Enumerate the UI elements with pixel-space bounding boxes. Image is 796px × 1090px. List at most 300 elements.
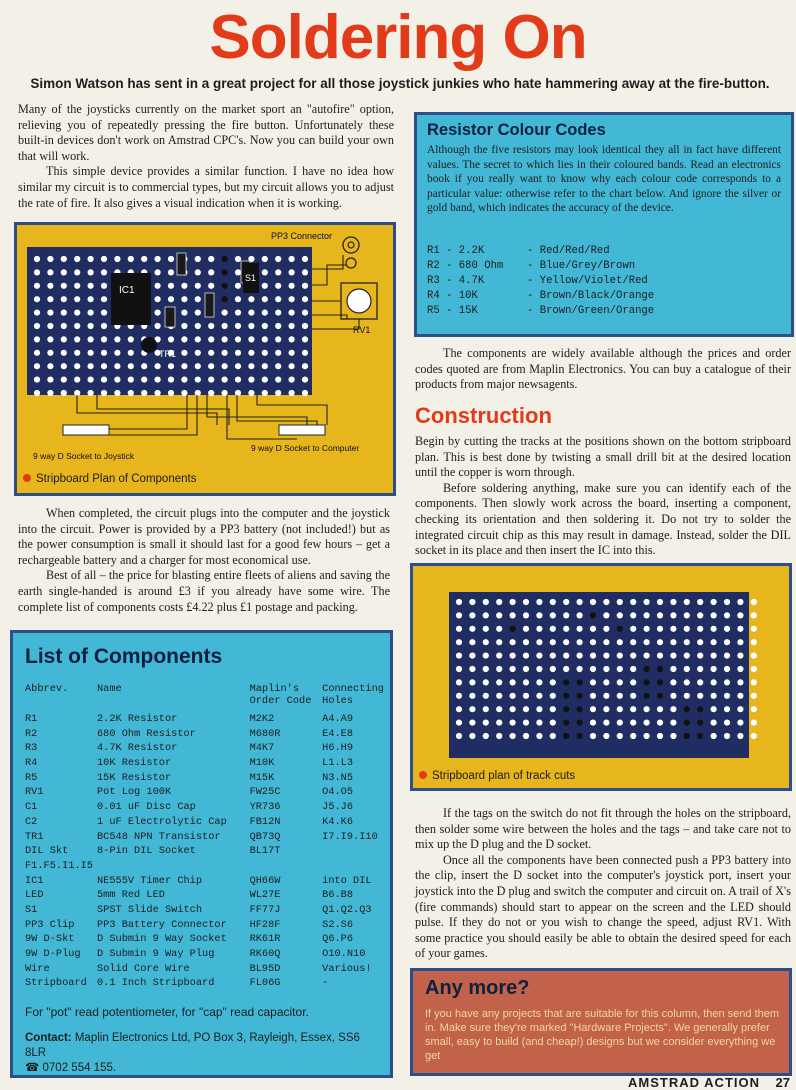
stripboard-hole: [168, 377, 174, 383]
stripboard-hole: [289, 390, 295, 396]
stripboard-hole: [275, 390, 281, 396]
contact-phone: ☎ 0702 554 155.: [25, 1062, 117, 1074]
stripboard-hole: [617, 666, 623, 672]
stripboard-hole: [235, 350, 241, 356]
table-cell: N3.N5: [322, 771, 354, 784]
stripboard-hole: [496, 706, 502, 712]
resistor-codes-box: [414, 112, 794, 337]
components-list-title: List of Components: [25, 645, 223, 668]
construction-text: Begin by cutting the tracks at the positions shown on the bottom stripboard plan. This is best done by twisting a small drill bit at the desired location until the copper is worn through. Before soldering anything, make sure you can identify each of the components. Then slowly work across the board, inserting a component, checking its orientation and then soldering it. Do not try to solder the integrated circuit chip as this may result in damage. Instead, solder the DIL socket in its place and then insert the IC into this.: [415, 434, 791, 558]
mid-paragraph: When completed, the circuit plugs into the computer and the joystick into the circuit. Power is provided by a PP3 battery (not included!) but as the power consumption is small it should last for a good few hours – get a rechargeable battery and a charger for most economical use.: [18, 506, 390, 567]
stripboard-hole: [222, 350, 228, 356]
stripboard-hole: [101, 350, 107, 356]
stripboard-hole: [289, 336, 295, 342]
stripboard-hole: [630, 666, 636, 672]
table-cell: R1: [25, 713, 38, 725]
table-cell: HF28F: [249, 918, 281, 931]
stripboard-hole: [101, 363, 107, 369]
stripboard-hole: [603, 612, 609, 618]
stripboard-hole: [630, 599, 636, 605]
stripboard-hole: [510, 653, 516, 659]
stripboard-hole: [222, 283, 228, 289]
stripboard-hole: [483, 706, 489, 712]
table-row: [25, 728, 390, 743]
stripboard-hole: [289, 323, 295, 329]
stripboard-hole: [523, 693, 529, 699]
stripboard-hole: [550, 653, 556, 659]
table-cell: S2.S6: [322, 918, 354, 931]
stripboard-hole: [523, 666, 529, 672]
stripboard-hole: [34, 323, 40, 329]
intro-paragraph: This simple device provides a similar function. I have no idea how similar my circuit is to commercial types, but my circuit allows you to adjust the rate of fire. It also gives a visual indication when it is working.: [18, 164, 394, 210]
table-cell: S1: [25, 903, 38, 916]
stripboard-hole: [724, 679, 730, 685]
stripboard-hole: [603, 706, 609, 712]
track-cuts-svg: [413, 566, 789, 788]
stripboard-hole: [697, 679, 703, 685]
table-cell: I7.I9.I10: [322, 830, 378, 843]
stripboard-hole: [697, 626, 703, 632]
stripboard-hole: [262, 377, 268, 383]
stripboard-hole: [168, 283, 174, 289]
table-cell: 0.1 Inch Stripboard: [96, 977, 215, 990]
stripboard-hole: [289, 350, 295, 356]
stripboard-hole: [523, 599, 529, 605]
table-cell: LED: [25, 889, 44, 902]
stripboard-hole: [208, 350, 214, 356]
table-row: [25, 772, 390, 787]
table-cell: M4K7: [249, 742, 275, 755]
any-more-text: If you have any projects that are suitable for this column, then send them in. Make sure they're marked "Hardware Projects". We generally prefer small, easy to build (and cheap!) designs but we consider everything we get: [425, 1008, 780, 1062]
stripboard-hole: [262, 283, 268, 289]
stripboard-hole: [181, 336, 187, 342]
stripboard-hole: [248, 350, 254, 356]
stripboard-hole: [536, 612, 542, 618]
table-cell: WL27E: [249, 889, 281, 902]
stripboard-hole: [657, 693, 663, 699]
stripboard-hole: [74, 296, 80, 302]
stripboard-hole: [456, 666, 462, 672]
stripboard-hole: [496, 666, 502, 672]
table-row: [25, 713, 390, 728]
stripboard-hole: [617, 733, 623, 739]
stripboard-hole: [34, 310, 40, 316]
table-cell: M10K: [249, 757, 275, 770]
stripboard-hole: [47, 269, 53, 275]
components-table: [25, 683, 390, 992]
stripboard-hole: [289, 310, 295, 316]
stripboard-hole: [101, 296, 107, 302]
resistor-row: [427, 243, 654, 258]
stripboard-hole: [275, 256, 281, 262]
stripboard-hole: [523, 639, 529, 645]
table-cell: Q6.P6: [322, 933, 354, 946]
stripboard-hole: [603, 639, 609, 645]
resistor-id: R2 - 680 Ohm: [427, 259, 504, 272]
stripboard-hole: [248, 363, 254, 369]
stripboard-hole: [536, 626, 542, 632]
stripboard-hole: [262, 390, 268, 396]
stripboard-hole: [222, 363, 228, 369]
stripboard-hole: [577, 599, 583, 605]
stripboard-hole: [61, 336, 67, 342]
stripboard-hole: [577, 666, 583, 672]
table-cell: L1.L3: [322, 757, 354, 770]
table-cell: FW25C: [249, 786, 281, 799]
stripboard-hole: [711, 679, 717, 685]
table-cell: E4.E8: [322, 727, 354, 740]
stripboard-hole: [34, 269, 40, 275]
stripboard-hole: [630, 679, 636, 685]
stripboard-hole: [47, 350, 53, 356]
table-cell: 4.7K Resistor: [96, 742, 178, 755]
final-text: If the tags on the switch do not fit through the holes on the stripboard, then solder some wire between the holes and the tags – and take care not to mix up the D plug and the D socket. Once all the components have been connected push a PP3 battery into the clip, insert the D socket into the computer's joystick port, insert your joystick into the D plug and switch the computer and circuit on. A trail of X's (fire commands) should start to appear on the screen and the LED should pulse. If they do not or you wish to change the speed, adjust RV1. With some practice you should easily be able to obtain the desired speed for each of your games.: [415, 806, 791, 961]
table-cell: YR736: [249, 801, 281, 814]
stripboard-hole: [510, 639, 516, 645]
stripboard-hole: [536, 653, 542, 659]
table-row: [25, 889, 390, 904]
stripboard-hole: [523, 679, 529, 685]
stripboard-hole: [155, 390, 161, 396]
stripboard-hole: [114, 350, 120, 356]
stripboard-hole: [684, 693, 690, 699]
stripboard-hole: [34, 296, 40, 302]
stripboard-hole: [630, 612, 636, 618]
stripboard-hole: [697, 639, 703, 645]
stripboard-hole: [577, 693, 583, 699]
table-cell: BL95D: [249, 962, 281, 975]
any-more-box: [410, 968, 792, 1076]
stripboard-hole: [469, 666, 475, 672]
stripboard-hole: [74, 310, 80, 316]
stripboard-hole: [74, 323, 80, 329]
stripboard-hole: [751, 733, 757, 739]
stripboard-hole: [483, 612, 489, 618]
stripboard-hole: [101, 283, 107, 289]
resistor-row: [427, 289, 654, 304]
stripboard-hole: [262, 336, 268, 342]
stripboard-hole: [208, 256, 214, 262]
stripboard-hole: [47, 310, 53, 316]
stripboard-hole: [289, 256, 295, 262]
any-more-title: Any more?: [425, 977, 530, 999]
stripboard-hole: [590, 679, 596, 685]
stripboard-hole: [577, 626, 583, 632]
resistor-colours: - Yellow/Violet/Red: [527, 274, 648, 287]
stripboard-hole: [88, 256, 94, 262]
stripboard-hole: [536, 679, 542, 685]
stripboard-hole: [74, 377, 80, 383]
stripboard-hole: [456, 612, 462, 618]
table-row: [25, 845, 390, 860]
stripboard-hole: [302, 310, 308, 316]
stripboard-hole: [617, 653, 623, 659]
stripboard-hole: [302, 269, 308, 275]
table-cell: Q1.Q2.Q3: [322, 903, 372, 916]
stripboard-hole: [523, 626, 529, 632]
stripboard-hole: [34, 336, 40, 342]
stripboard-hole: [550, 679, 556, 685]
stripboard-hole: [483, 720, 489, 726]
stripboard-hole: [469, 693, 475, 699]
stripboard-hole: [603, 679, 609, 685]
stripboard-hole: [47, 377, 53, 383]
table-row: [25, 757, 390, 772]
stripboard-hole: [711, 599, 717, 605]
stripboard-hole: [61, 269, 67, 275]
table-row: [25, 801, 390, 816]
track-stripboard: [449, 592, 749, 758]
computer-socket-label: 9 way D Socket to Computer: [251, 443, 360, 453]
stripboard-hole: [195, 377, 201, 383]
stripboard-hole: [235, 323, 241, 329]
stripboard-hole: [563, 693, 569, 699]
stripboard-hole: [737, 626, 743, 632]
stripboard-hole: [670, 720, 676, 726]
stripboard-hole: [195, 363, 201, 369]
stripboard-hole: [275, 336, 281, 342]
stripboard-hole: [630, 693, 636, 699]
resistor-box-text: Although the five resistors may look identical they all in fact have different values. The secret to which lies in their coloured bands. Read an electronics book if you really want to know why each colour code corresponds to a particular value: otherwise refer to the chart below. And ignore the silver or gold band, which indicates the accuracy of the device.: [427, 144, 781, 215]
stripboard-hole: [590, 693, 596, 699]
stripboard-hole: [657, 653, 663, 659]
stripboard-hole: [302, 377, 308, 383]
stripboard-hole: [737, 612, 743, 618]
stripboard-hole: [550, 693, 556, 699]
stripboard-hole: [550, 666, 556, 672]
stripboard-hole: [235, 310, 241, 316]
table-row: [25, 860, 390, 875]
stripboard-hole: [563, 733, 569, 739]
stripboard-hole: [61, 296, 67, 302]
stripboard-hole: [222, 256, 228, 262]
stripboard-hole: [657, 720, 663, 726]
stripboard-hole: [248, 323, 254, 329]
stripboard-hole: [617, 679, 623, 685]
stripboard-hole: [644, 706, 650, 712]
s1-label: S1: [245, 273, 257, 283]
stripboard-hole: [657, 706, 663, 712]
stripboard-hole: [590, 612, 596, 618]
stripboard-components-svg: [17, 225, 393, 493]
stripboard-hole: [195, 269, 201, 275]
stripboard-hole: [141, 363, 147, 369]
stripboard-hole: [711, 720, 717, 726]
stripboard-hole: [603, 666, 609, 672]
stripboard-hole: [222, 269, 228, 275]
mid-paragraph: Best of all – the price for blasting entire fleets of aliens and saving the earth single-handed is around £3 if you already have some wire. The complete list of components costs £4.22 plus £1 postage and packing.: [18, 568, 390, 614]
stripboard-hole: [577, 720, 583, 726]
stripboard-hole: [724, 720, 730, 726]
table-cell: 680 Ohm Resistor: [96, 727, 196, 740]
stripboard-hole: [469, 679, 475, 685]
stripboard-hole: [644, 720, 650, 726]
stripboard-hole: [141, 390, 147, 396]
stripboard-hole: [724, 693, 730, 699]
stripboard-hole: [563, 706, 569, 712]
track-cuts-caption: Stripboard plan of track cuts: [419, 770, 575, 782]
stripboard-hole: [74, 336, 80, 342]
stripboard-hole: [496, 679, 502, 685]
table-cell: RK60Q: [249, 948, 281, 960]
table-cell: A4.A9: [322, 713, 354, 725]
table-cell: H6.H9: [322, 742, 354, 755]
stripboard-hole: [469, 720, 475, 726]
stripboard-hole: [751, 626, 757, 632]
table-cell: TR1: [25, 830, 44, 843]
stripboard-hole: [684, 612, 690, 618]
stripboard-hole: [61, 256, 67, 262]
table-cell: 10K Resistor: [96, 757, 172, 770]
table-cell: 2.2K Resistor: [96, 713, 178, 725]
stripboard-hole: [208, 269, 214, 275]
stripboard-hole: [617, 639, 623, 645]
table-cell: R4: [25, 757, 38, 770]
stripboard-hole: [684, 733, 690, 739]
stripboard-hole: [456, 733, 462, 739]
table-cell: into DIL: [322, 874, 372, 887]
stripboard-hole: [550, 626, 556, 632]
table-row: [25, 875, 390, 890]
stripboard-hole: [737, 599, 743, 605]
stripboard-hole: [34, 377, 40, 383]
components-caption: Stripboard Plan of Components: [23, 473, 196, 485]
stripboard-hole: [208, 363, 214, 369]
table-cell: 1 uF Electrolytic Cap: [96, 815, 227, 828]
stripboard-hole: [74, 256, 80, 262]
stripboard-hole: [47, 256, 53, 262]
stripboard-hole: [181, 377, 187, 383]
stripboard-hole: [469, 626, 475, 632]
stripboard-hole: [168, 269, 174, 275]
contact-block: [25, 1031, 380, 1076]
stripboard-hole: [47, 363, 53, 369]
stripboard-hole: [603, 720, 609, 726]
stripboard-hole: [155, 269, 161, 275]
stripboard-hole: [563, 679, 569, 685]
stripboard-hole: [181, 296, 187, 302]
stripboard-hole: [510, 706, 516, 712]
stripboard-hole: [88, 283, 94, 289]
stripboard-hole: [208, 336, 214, 342]
stripboard-hole: [128, 256, 134, 262]
stripboard-hole: [47, 283, 53, 289]
table-cell: C1: [25, 801, 38, 814]
stripboard-hole: [155, 363, 161, 369]
stripboard-hole: [88, 336, 94, 342]
components-availability-text: The components are widely available although the prices and order codes quoted are from Maplin Electronics. You can buy a catalogue of their products from major newsagents.: [415, 346, 791, 392]
stripboard-hole: [195, 310, 201, 316]
stripboard-hole: [88, 363, 94, 369]
stripboard-hole: [617, 706, 623, 712]
stripboard-hole: [34, 283, 40, 289]
stripboard-hole: [248, 377, 254, 383]
stripboard-hole: [275, 363, 281, 369]
stripboard-hole: [47, 390, 53, 396]
stripboard-hole: [536, 733, 542, 739]
table-cell: D Submin 9 Way Socket: [96, 933, 227, 946]
rv1-label: RV1: [353, 325, 371, 335]
stripboard-hole: [88, 310, 94, 316]
stripboard-hole: [523, 720, 529, 726]
stripboard-hole: [550, 733, 556, 739]
stripboard-hole: [496, 720, 502, 726]
stripboard-hole: [61, 310, 67, 316]
table-cell: SPST Slide Switch: [96, 903, 203, 916]
stripboard-hole: [737, 653, 743, 659]
stripboard-hole: [168, 363, 174, 369]
stripboard-hole: [644, 679, 650, 685]
table-cell: 9W D-Plug: [25, 948, 81, 960]
stripboard-hole: [275, 377, 281, 383]
table-cell: [250, 860, 323, 875]
table-cell: R2: [25, 727, 38, 740]
stripboard-hole: [456, 626, 462, 632]
stripboard-hole: [630, 639, 636, 645]
table-cell: Pot Log 100K: [96, 786, 172, 799]
stripboard-hole: [47, 296, 53, 302]
stripboard-hole: [496, 599, 502, 605]
page-title: Soldering On: [209, 3, 587, 72]
resistor-colours: - Red/Red/Red: [527, 244, 610, 257]
stripboard-hole: [155, 283, 161, 289]
joystick-socket-label: 9 way D Socket to Joystick: [33, 451, 135, 461]
table-cell: D Submin 9 Way Plug: [96, 948, 215, 960]
stripboard-hole: [496, 639, 502, 645]
stripboard-hole: [195, 323, 201, 329]
stripboard-hole: [563, 612, 569, 618]
stripboard-hole: [684, 599, 690, 605]
stripboard-hole: [670, 626, 676, 632]
stripboard-hole: [510, 693, 516, 699]
stripboard-hole: [510, 626, 516, 632]
tr1-label: TR1: [159, 349, 177, 359]
stripboard-hole: [456, 679, 462, 685]
table-row: [25, 904, 390, 919]
stripboard-hole: [550, 639, 556, 645]
stripboard-hole: [711, 653, 717, 659]
stripboard-hole: [208, 323, 214, 329]
stripboard-hole: [302, 363, 308, 369]
stripboard-hole: [483, 639, 489, 645]
stripboard-hole: [155, 256, 161, 262]
stripboard-hole: [711, 706, 717, 712]
stripboard-hole: [275, 323, 281, 329]
stripboard-hole: [737, 693, 743, 699]
table-cell: BC548 NPN Transistor: [96, 830, 221, 843]
stripboard-hole: [697, 599, 703, 605]
stripboard-hole: [47, 336, 53, 342]
table-row: [25, 831, 390, 846]
stripboard-hole: [563, 720, 569, 726]
stripboard-hole: [590, 639, 596, 645]
stripboard-hole: [563, 626, 569, 632]
stripboard-hole: [523, 653, 529, 659]
column-header: Name: [96, 683, 122, 695]
stripboard-hole: [222, 377, 228, 383]
stripboard-hole: [88, 390, 94, 396]
stripboard-hole: [469, 599, 475, 605]
stripboard-hole: [61, 377, 67, 383]
stripboard-hole: [47, 323, 53, 329]
stripboard-hole: [168, 256, 174, 262]
page-number: 27: [775, 1075, 790, 1090]
stripboard-hole: [630, 706, 636, 712]
stripboard-hole: [697, 666, 703, 672]
stripboard-hole: [456, 599, 462, 605]
stripboard-hole: [195, 350, 201, 356]
table-cell: Wire: [25, 962, 50, 975]
